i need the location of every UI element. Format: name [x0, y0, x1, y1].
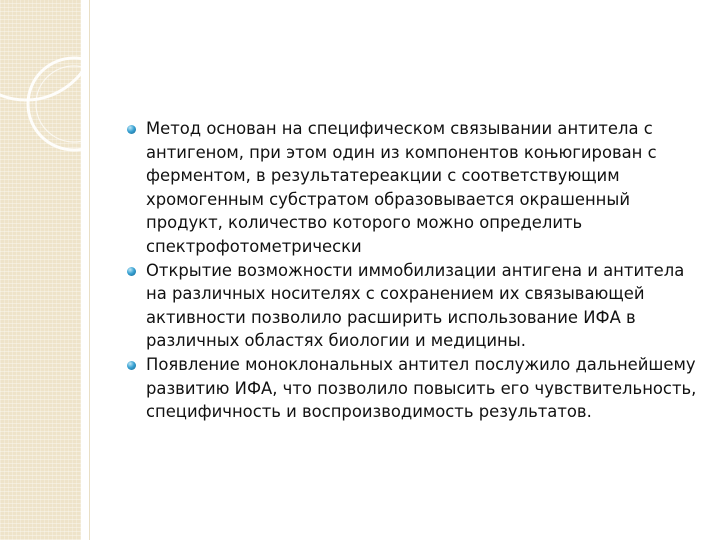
bullet-text: Появление моноклональных антител послужило дальнейшему развитию ИФА, что позволило повысить его чувствительность, специфичность и воспроизводимость результатов.	[146, 354, 697, 422]
decorative-side-panel	[0, 0, 81, 540]
rings-decoration	[0, 0, 81, 540]
bullet-item	[124, 353, 704, 424]
slide-content	[124, 117, 704, 424]
panel-divider-line	[89, 0, 90, 540]
bullet-item	[124, 117, 704, 259]
bullet-text: Открытие возможности иммобилизации антигена и антитела на различных носителях с сохранением их связывающей активности позволило расширить использование ИФА в различных областях биологии и медицины.	[146, 260, 685, 351]
bullet-list	[124, 117, 704, 424]
bullet-item	[124, 259, 704, 353]
panel-divider	[81, 0, 89, 540]
blue-sphere-bullet-icon	[127, 125, 136, 134]
bullet-text: Метод основан на специфическом связывании антитела с антигеном, при этом один из компонентов коњюгирован с ферментом, в результатереакции с соответствующим хромогенным субстратом образовывается окрашенный продукт, количество которого можно определить спектрофотометрически	[146, 119, 657, 256]
ring-medium-inner	[36, 66, 81, 142]
blue-sphere-bullet-icon	[127, 361, 136, 370]
blue-sphere-bullet-icon	[127, 267, 136, 276]
